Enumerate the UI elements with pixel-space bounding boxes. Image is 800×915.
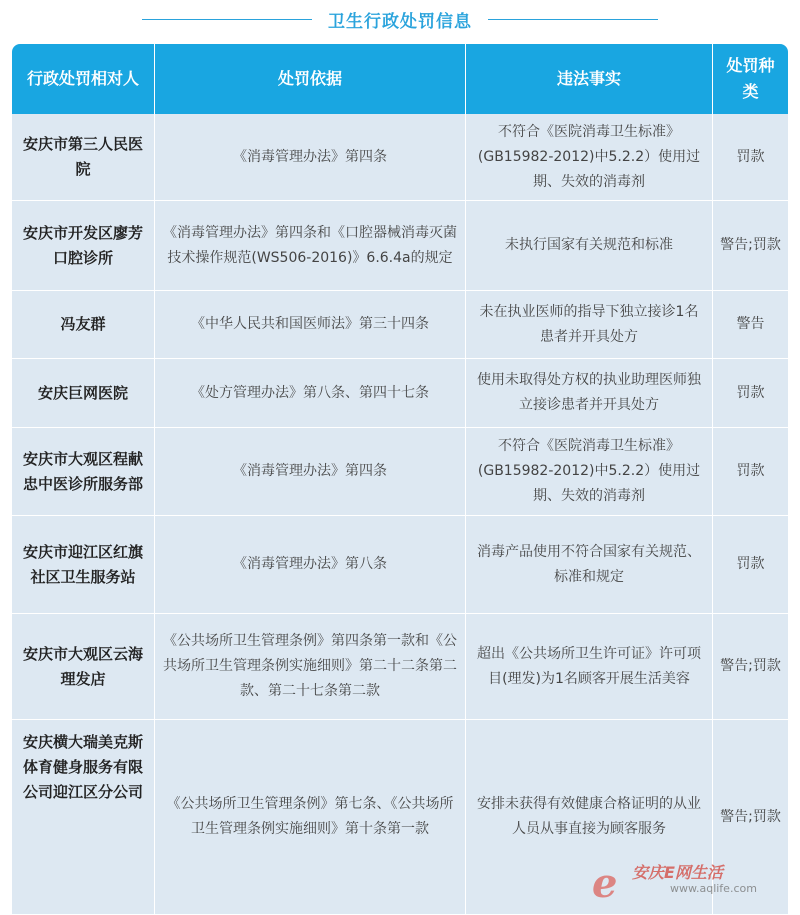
cell-party: 安庆横大瑞美克斯体育健身服务有限公司迎江区分公司 [12, 720, 155, 915]
title-divider-right [488, 19, 658, 20]
cell-basis: 《中华人民共和国医师法》第三十四条 [155, 291, 466, 359]
cell-party: 安庆巨网医院 [12, 359, 155, 428]
cell-penalty: 罚款 [713, 516, 788, 614]
cell-penalty: 罚款 [713, 428, 788, 516]
cell-party: 安庆市大观区程献忠中医诊所服务部 [12, 428, 155, 516]
header-basis: 处罚依据 [155, 44, 466, 114]
table-row [12, 114, 788, 201]
cell-basis: 《公共场所卫生管理条例》第七条、《公共场所卫生管理条例实施细则》第十条第一款 [155, 720, 466, 915]
cell-party: 安庆市大观区云海理发店 [12, 614, 155, 720]
cell-facts: 未执行国家有关规范和标准 [466, 201, 713, 291]
header-penalty: 处罚种类 [713, 44, 788, 114]
cell-facts: 未在执业医师的指导下独立接诊1名患者并开具处方 [466, 291, 713, 359]
cell-penalty: 警告 [713, 291, 788, 359]
table-row [12, 614, 788, 720]
cell-basis: 《处方管理办法》第八条、第四十七条 [155, 359, 466, 428]
table-row [12, 291, 788, 359]
table-header-row [12, 44, 788, 114]
table-row [12, 720, 788, 915]
table-row [12, 428, 788, 516]
cell-party: 安庆市第三人民医院 [12, 114, 155, 201]
cell-basis: 《消毒管理办法》第四条 [155, 428, 466, 516]
cell-penalty: 罚款 [713, 114, 788, 201]
watermark-url: www.aqlife.com [670, 882, 757, 895]
table-row [12, 359, 788, 428]
cell-facts: 使用未取得处方权的执业助理医师独立接诊患者并开具处方 [466, 359, 713, 428]
cell-basis: 《消毒管理办法》第四条 [155, 114, 466, 201]
watermark-name: 安庆E网生活 [632, 863, 723, 882]
header-party: 行政处罚相对人 [12, 44, 155, 114]
watermark-logo-icon: e [592, 860, 618, 907]
cell-facts: 不符合《医院消毒卫生标准》(GB15982-2012)中5.2.2）使用过期、失效的消毒剂 [466, 428, 713, 516]
cell-facts: 安排未获得有效健康合格证明的从业人员从事直接为顾客服务 [466, 720, 713, 915]
cell-basis: 《消毒管理办法》第四条和《口腔器械消毒灭菌技术操作规范(WS506-2016)》6.6.4a的规定 [155, 201, 466, 291]
cell-basis: 《消毒管理办法》第八条 [155, 516, 466, 614]
cell-party: 安庆市迎江区红旗社区卫生服务站 [12, 516, 155, 614]
cell-penalty: 警告;罚款 [713, 201, 788, 291]
cell-penalty: 警告;罚款 [713, 614, 788, 720]
page-title: 卫生行政处罚信息 [328, 11, 472, 32]
cell-penalty: 罚款 [713, 359, 788, 428]
cell-party: 安庆市开发区廖芳口腔诊所 [12, 201, 155, 291]
header-facts: 违法事实 [466, 44, 713, 114]
cell-party: 冯友群 [12, 291, 155, 359]
cell-facts: 消毒产品使用不符合国家有关规范、标准和规定 [466, 516, 713, 614]
cell-penalty: 警告;罚款 [713, 720, 788, 915]
cell-basis: 《公共场所卫生管理条例》第四条第一款和《公共场所卫生管理条例实施细则》第二十二条第二款、第二十七条第二款 [155, 614, 466, 720]
title-bar [0, 0, 800, 38]
title-divider-left [142, 19, 312, 20]
cell-facts: 不符合《医院消毒卫生标准》(GB15982-2012)中5.2.2）使用过期、失效的消毒剂 [466, 114, 713, 201]
table-row [12, 201, 788, 291]
table-row [12, 516, 788, 614]
penalty-table [12, 44, 788, 915]
cell-facts: 超出《公共场所卫生许可证》许可项目(理发)为1名顾客开展生活美容 [466, 614, 713, 720]
